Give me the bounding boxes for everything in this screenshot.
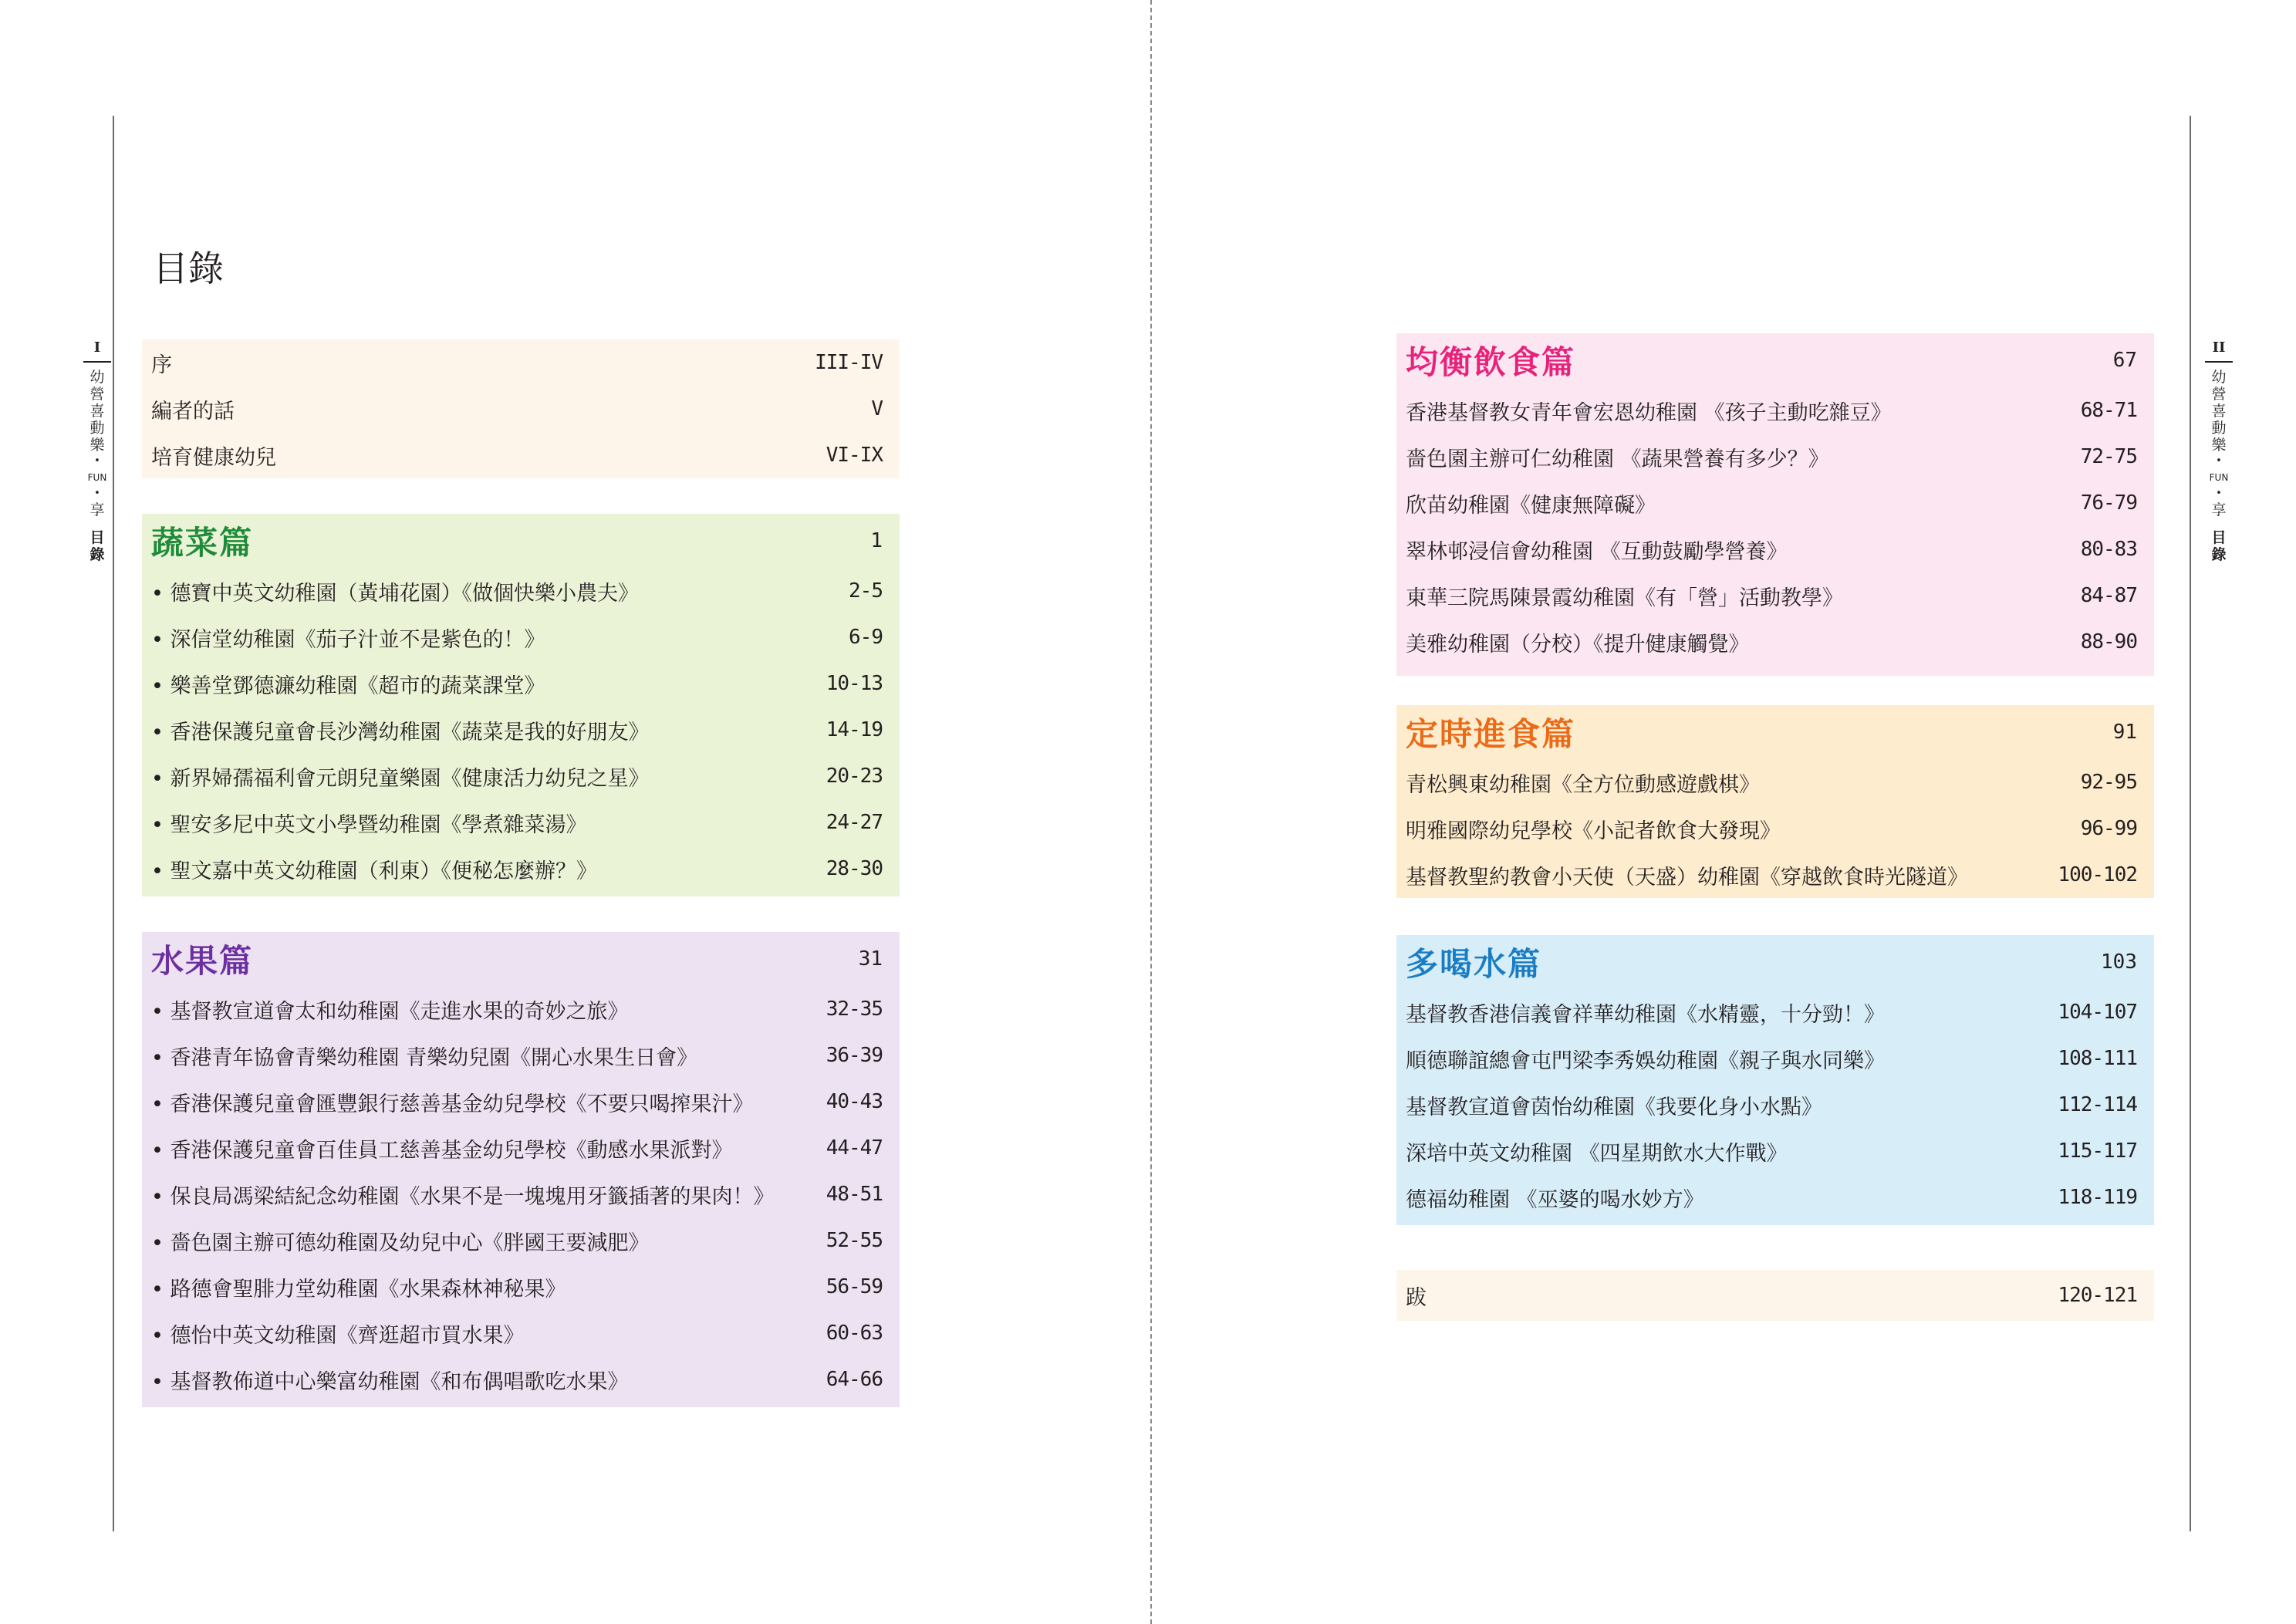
- toc-entry-label: 欣苗幼稚園《健康無障礙》: [1406, 493, 1656, 518]
- toc-entry-label: 翠林邨浸信會幼稚園 《互動鼓勵學營養》: [1406, 539, 1788, 564]
- side-tab-fun: FUN: [2209, 472, 2229, 483]
- toc-entry-pages: 118-119: [2058, 1186, 2137, 1209]
- balanced-diet-section: [1396, 333, 2154, 676]
- toc-entry[interactable]: [151, 1125, 883, 1171]
- toc-entry-label: • 深信堂幼稚園《茄子汁並不是紫色的！》: [151, 627, 545, 652]
- toc-entry-pages: 80-83: [2080, 538, 2137, 561]
- toc-entry-label: • 聖文嘉中英文幼稚園（利東）《便秘怎麼辦？》: [151, 859, 598, 883]
- vegetable-section: [142, 514, 900, 896]
- toc-entry-pages: 28-30: [826, 857, 883, 880]
- toc-entry-pages: 20-23: [826, 765, 883, 788]
- toc-entry-label: 青松興東幼稚園《全方位動感遊戲棋》: [1406, 772, 1760, 797]
- toc-entry-pages: 36-39: [826, 1044, 883, 1067]
- left-side-tab: [83, 339, 111, 563]
- side-tab-char: 喜: [2211, 403, 2227, 420]
- toc-entry[interactable]: [1406, 1035, 2137, 1082]
- toc-entry-label: 美雅幼稚園（分校）《提升健康觸覺》: [1406, 632, 1750, 657]
- toc-entry-pages: 72-75: [2080, 445, 2137, 468]
- toc-entry[interactable]: [151, 1310, 883, 1356]
- side-tab-dot: •: [94, 488, 100, 499]
- toc-entry-label: 香港基督教女青年會宏恩幼稚園 《孩子主動吃雜豆》: [1406, 400, 1892, 425]
- side-tab-char: 動: [89, 420, 105, 437]
- section-pages: 91: [2112, 721, 2137, 744]
- toc-entry-label: 序: [151, 353, 172, 377]
- toc-entry-label: 嗇色園主辦可仁幼稚園 《蔬果營養有多少？》: [1406, 447, 1829, 471]
- section-pages: 67: [2112, 349, 2137, 372]
- section-heading[interactable]: [1406, 705, 2137, 759]
- toc-entry-label: • 香港保護兒童會百佳員工慈善基金幼兒學校《動感水果派對》: [151, 1138, 733, 1163]
- side-tab-char: 幼: [89, 369, 105, 386]
- toc-entry-pages: 14-19: [826, 718, 883, 741]
- section-title: 水果篇: [151, 942, 254, 980]
- toc-entry-label: • 保良局馮梁結紀念幼稚園《水果不是一塊塊用牙籤插著的果肉！》: [151, 1184, 775, 1209]
- side-tab-section: 目: [2211, 529, 2227, 546]
- toc-entry-pages: 40-43: [826, 1090, 883, 1113]
- toc-entry-pages: 108-111: [2058, 1047, 2137, 1070]
- side-tab-char: 營: [89, 386, 105, 403]
- right-margin-rule: [2190, 116, 2191, 1531]
- toc-entry-label: 基督教聖約教會小天使（天盛）幼稚園《穿越飲食時光隧道》: [1406, 865, 1968, 890]
- side-tab-dot: •: [2216, 455, 2222, 467]
- section-heading[interactable]: [151, 932, 883, 986]
- toc-entry[interactable]: [151, 1217, 883, 1264]
- toc-entry-pages: 52-55: [826, 1229, 883, 1252]
- toc-entry[interactable]: [1406, 759, 2137, 805]
- toc-entry[interactable]: [1406, 1174, 2137, 1221]
- toc-entry[interactable]: [1406, 572, 2137, 619]
- toc-entry[interactable]: [151, 1171, 883, 1217]
- toc-entry[interactable]: [151, 386, 883, 432]
- toc-entry[interactable]: [151, 1032, 883, 1079]
- section-pages: 1: [870, 529, 883, 552]
- side-tab-fun: FUN: [87, 472, 107, 483]
- side-tab-char: 享: [2211, 501, 2227, 518]
- toc-entry[interactable]: [1406, 1082, 2137, 1128]
- toc-entry-pages: 56-59: [826, 1275, 883, 1298]
- spread-divider: [1150, 0, 1152, 1624]
- toc-entry[interactable]: [1406, 1128, 2137, 1174]
- section-title: 定時進食篇: [1406, 715, 1576, 753]
- toc-entry-label: 順德聯誼總會屯門梁李秀娛幼稚園《親子與水同樂》: [1406, 1048, 1885, 1073]
- toc-entry-pages: 120-121: [2058, 1284, 2137, 1307]
- page-number-right: II: [2212, 339, 2226, 356]
- section-pages: 103: [2101, 950, 2137, 974]
- toc-entry-pages: 6-9: [849, 626, 883, 649]
- toc-entry-pages: 32-35: [826, 998, 883, 1021]
- toc-entry-pages: 84-87: [2080, 584, 2137, 607]
- side-tab-rule: [2205, 361, 2233, 363]
- toc-entry-label: 基督教宣道會茵怡幼稚園《我要化身小水點》: [1406, 1095, 1822, 1119]
- section-title: 多喝水篇: [1406, 945, 1542, 983]
- side-tab-char: 營: [2211, 386, 2227, 403]
- timed-eating-section: [1396, 705, 2154, 898]
- toc-entry[interactable]: [151, 846, 883, 892]
- section-heading[interactable]: [151, 514, 883, 568]
- toc-entry-label: • 香港青年協會青樂幼稚園 青樂幼兒園《開心水果生日會》: [151, 1045, 698, 1070]
- section-pages: 31: [858, 947, 883, 971]
- toc-entry[interactable]: [151, 1264, 883, 1310]
- side-tab-char: 動: [2211, 420, 2227, 437]
- toc-entry[interactable]: [151, 660, 883, 707]
- toc-entry-label: • 德寶中英文幼稚園（黃埔花園）《做個快樂小農夫》: [151, 581, 640, 606]
- front-matter-section: [142, 339, 900, 478]
- toc-entry[interactable]: [1406, 805, 2137, 852]
- toc-entry-pages: 88-90: [2080, 630, 2137, 653]
- side-tab-section: 目: [89, 529, 105, 546]
- right-side-tab: [2205, 339, 2233, 563]
- toc-entry[interactable]: [151, 614, 883, 660]
- toc-entry-label: 東華三院馬陳景霞幼稚園《有「營」活動教學》: [1406, 586, 1843, 610]
- side-tab-rule: [83, 361, 111, 363]
- toc-entry[interactable]: [1406, 619, 2137, 665]
- toc-entry[interactable]: [151, 707, 883, 753]
- side-tab-section: 錄: [2211, 546, 2227, 563]
- toc-entry-label: 深培中英文幼稚園 《四星期飲水大作戰》: [1406, 1141, 1788, 1166]
- toc-entry[interactable]: [1406, 852, 2137, 898]
- toc-entry-pages: 60-63: [826, 1322, 883, 1345]
- toc-entry-pages: V: [871, 397, 883, 420]
- side-tab-char: 樂: [89, 437, 105, 454]
- drink-water-section: [1396, 935, 2154, 1225]
- toc-entry[interactable]: [151, 1079, 883, 1125]
- toc-entry-label: 德福幼稚園 《巫婆的喝水妙方》: [1406, 1187, 1704, 1212]
- toc-entry-pages: VI-IX: [826, 444, 883, 467]
- toc-entry[interactable]: [151, 432, 883, 478]
- afterword-section: [1396, 1270, 2154, 1321]
- toc-entry-label: • 基督教佈道中心樂富幼稚園《和布偶唱歌吃水果》: [151, 1369, 629, 1394]
- toc-entry-label: • 聖安多尼中英文小學暨幼稚園《學煮雜菜湯》: [151, 812, 587, 837]
- toc-entry-pages: 76-79: [2080, 491, 2137, 515]
- toc-entry-pages: III-IV: [815, 351, 883, 374]
- section-title: 蔬菜篇: [151, 524, 254, 562]
- page-number-left: I: [93, 339, 101, 356]
- toc-entry[interactable]: [1406, 989, 2137, 1035]
- toc-entry-label: • 香港保護兒童會長沙灣幼稚園《蔬菜是我的好朋友》: [151, 720, 650, 744]
- left-margin-rule: [113, 116, 114, 1531]
- toc-entry-pages: 10-13: [826, 672, 883, 695]
- toc-entry-label: 跋: [1406, 1285, 1427, 1310]
- side-tab-dot: •: [2216, 488, 2222, 499]
- toc-entry[interactable]: [1406, 480, 2137, 526]
- side-tab-char: 喜: [89, 403, 105, 420]
- toc-entry-pages: 96-99: [2080, 817, 2137, 840]
- toc-entry-label: • 德怡中英文幼稚園《齊逛超市買水果》: [151, 1323, 525, 1348]
- toc-entry[interactable]: [1406, 1270, 2137, 1321]
- fruit-section: [142, 932, 900, 1407]
- side-tab-char: 幼: [2211, 369, 2227, 386]
- toc-entry[interactable]: [151, 339, 883, 386]
- toc-entry-label: 基督教香港信義會祥華幼稚園《水精靈，十分勁！》: [1406, 1002, 1885, 1027]
- toc-entry[interactable]: [1406, 387, 2137, 434]
- toc-entry-label: • 樂善堂鄧德濂幼稚園《超市的蔬菜課堂》: [151, 674, 545, 698]
- toc-entry[interactable]: [151, 1356, 883, 1403]
- side-tab-char: 樂: [2211, 437, 2227, 454]
- toc-entry-pages: 68-71: [2080, 399, 2137, 422]
- section-heading[interactable]: [1406, 333, 2137, 387]
- toc-entry-label: • 路德會聖腓力堂幼稚園《水果森林神秘果》: [151, 1277, 566, 1302]
- toc-entry[interactable]: [151, 568, 883, 614]
- page-title: 目錄: [153, 248, 224, 289]
- toc-entry-pages: 115-117: [2058, 1140, 2137, 1163]
- section-heading[interactable]: [1406, 935, 2137, 989]
- section-title: 均衡飲食篇: [1406, 343, 1576, 381]
- toc-entry-pages: 44-47: [826, 1136, 883, 1160]
- side-tab-section: 錄: [89, 546, 105, 563]
- toc-entry[interactable]: [151, 753, 883, 799]
- toc-entry-label: • 香港保護兒童會匯豐銀行慈善基金幼兒學校《不要只喝搾果汁》: [151, 1092, 754, 1116]
- toc-entry[interactable]: [1406, 526, 2137, 572]
- toc-entry-label: 明雅國際幼兒學校《小記者飲食大發現》: [1406, 819, 1781, 843]
- toc-entry[interactable]: [1406, 434, 2137, 480]
- toc-entry-pages: 48-51: [826, 1183, 883, 1206]
- toc-entry[interactable]: [151, 986, 883, 1032]
- toc-entry-pages: 24-27: [826, 811, 883, 834]
- toc-entry-label: • 新界婦孺福利會元朗兒童樂園《健康活力幼兒之星》: [151, 766, 650, 791]
- toc-entry-label: • 嗇色園主辦可德幼稚園及幼兒中心《胖國王要減肥》: [151, 1231, 650, 1255]
- toc-entry-pages: 104-107: [2058, 1001, 2137, 1024]
- toc-entry-pages: 100-102: [2058, 863, 2137, 886]
- toc-entry-label: 培育健康幼兒: [151, 445, 276, 470]
- toc-entry-label: • 基督教宣道會太和幼稚園《走進水果的奇妙之旅》: [151, 999, 629, 1024]
- side-tab-char: 享: [89, 501, 105, 518]
- toc-entry-pages: 2-5: [849, 579, 883, 603]
- toc-entry[interactable]: [151, 799, 883, 846]
- toc-entry-pages: 112-114: [2058, 1093, 2137, 1116]
- toc-entry-pages: 64-66: [826, 1368, 883, 1391]
- side-tab-dot: •: [94, 455, 100, 467]
- toc-entry-label: 編者的話: [151, 399, 235, 424]
- toc-entry-pages: 92-95: [2080, 771, 2137, 794]
